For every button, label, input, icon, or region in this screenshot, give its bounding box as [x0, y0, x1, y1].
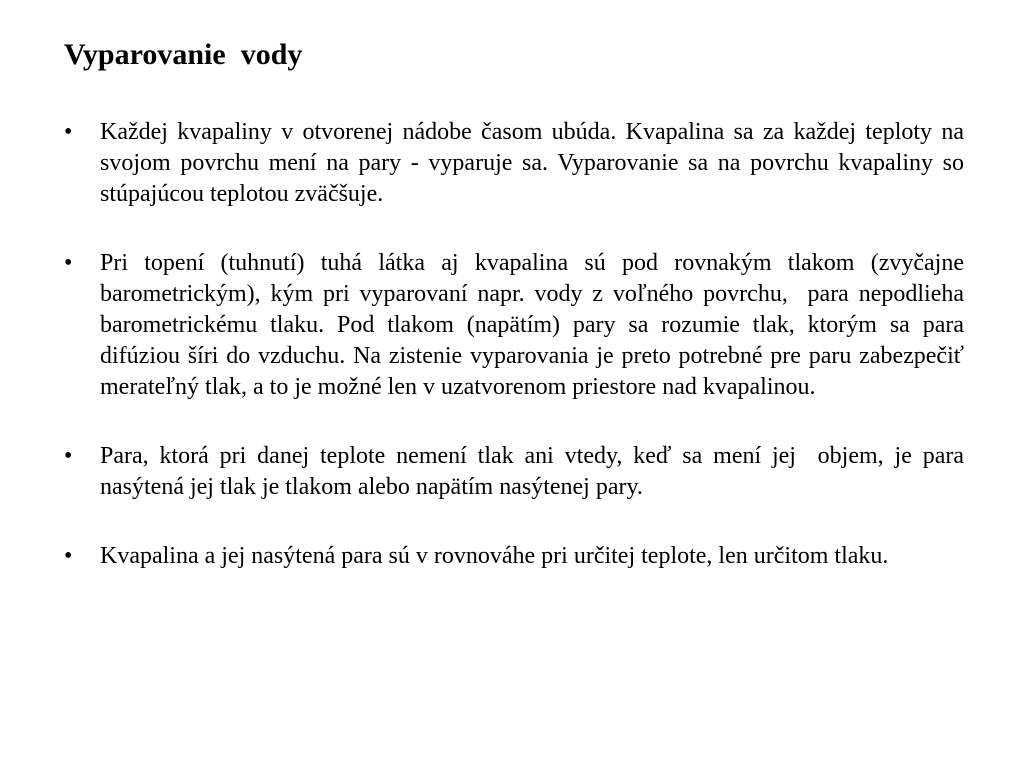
bullet-item-4: [64, 541, 964, 572]
bullet-marker: •: [64, 443, 73, 469]
bullet-item-2: [64, 248, 970, 403]
bullet-item-3: [64, 441, 976, 503]
bullet-marker: •: [64, 250, 73, 276]
bullet-marker: •: [64, 543, 73, 569]
bullet-text-saturated-vapor: Para, ktorá pri danej teplote nemení tlak ani vtedy, keď sa mení jej objem, je para nasýtená jej tlak je tlakom alebo napätím nasýtenej pary.: [100, 443, 976, 500]
bullet-item-1: [64, 117, 970, 210]
bullet-text-evaporation: Každej kvapaliny v otvorenej nádobe časom ubúda. Kvapalina sa za každej teploty na svojom povrchu mení na pary - vyparuje sa. Vyparovanie sa na povrchu kvapaliny so stúpajúcou teplotou zväčšuje.: [100, 119, 970, 207]
bullet-text-equilibrium: Kvapalina a jej nasýtená para sú v rovnováhe pri určitej teplote, len určitom tlaku.: [100, 543, 889, 569]
bullet-text-vapor-pressure: Pri topení (tuhnutí) tuhá látka aj kvapalina sú pod rovnakým tlakom (zvyčajne barometrickým), kým pri vyparovaní napr. vody z voľného povrchu, para nepodlieha barometrickému tlaku. Pod tlakom (napätím) pary sa rozumie tlak, ktorým sa para difúziou šíri do vzduchu. Na zistenie vyparovania je preto potrebné pre paru zabezpečiť merateľný tlak, a to je možné len v uzatvorenom priestore nad kvapalinou.: [100, 250, 970, 400]
slide-title: Vyparovanie vody: [64, 38, 303, 71]
bullet-list: [64, 117, 976, 610]
bullet-marker: •: [64, 119, 73, 145]
